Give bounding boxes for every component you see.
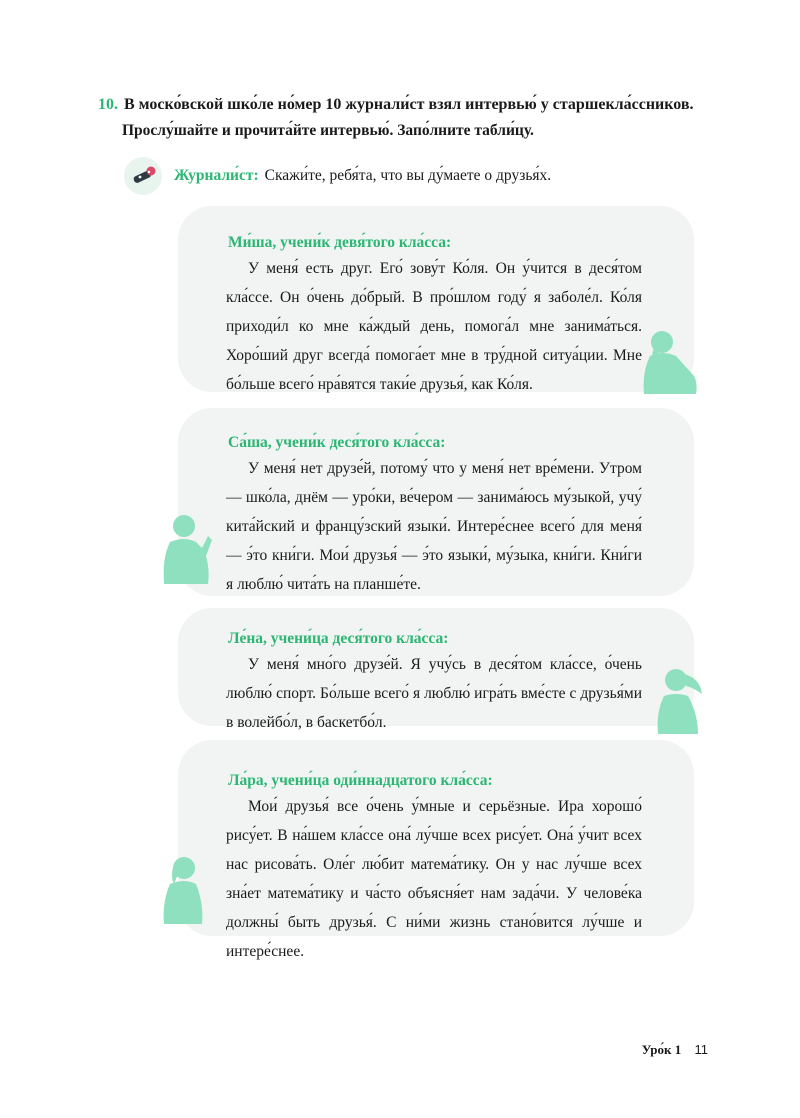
interview-card-lena — [178, 608, 694, 731]
task-instruction: Прослу́шайте и прочита́йте интервью́. Запо́лните табли́цу. — [122, 122, 534, 139]
lesson-label: Уро́к 1 — [641, 1042, 682, 1057]
speaker-text: У меня́ нет друзе́й, потому́ что у меня́ нет вре́мени. Утром — шко́ла, днём — уро́ки, ве́чером — занима́юсь му́зыкой, учу́ кита́йский и францу́зский языки́. Интере́снее всего́ для меня́ — э́то кни́ги. Мои́ друзья́ — э́то языки́, му́зыка, кни́ги. Кни́ги я люблю́ чита́ть на планше́те. — [226, 460, 642, 593]
speaker-text: Мои́ друзья́ все о́чень у́мные и серьёзные. Ира хорошо́ рису́ет. В на́шем кла́ссе она́ лу́чше всех рису́ет. Она́ у́чит всех нас рисова́ть. Оле́г лю́бит матема́тику. Он у нас лу́чше всех зна́ет матема́тику и ча́сто объясня́ет нам зада́чи. У челове́ка должны́ быть друзья́. С ни́ми жизнь стано́вится лу́чше и интере́снее. — [226, 798, 642, 960]
speaker-name: Ми́ша, учени́к девя́того кла́сса: — [228, 234, 452, 251]
interview-card-sasha — [178, 408, 694, 596]
task-title: В моско́вской шко́ле но́мер 10 журнали́ст взял интервью́ у старшекла́ссников. — [124, 96, 694, 113]
boy-silhouette-icon — [636, 326, 704, 394]
girl-silhouette-icon — [654, 664, 706, 734]
speaker-name: Ла́ра, учени́ца оди́ннадцатого кла́сса: — [228, 772, 493, 789]
interview-card-misha — [178, 206, 694, 392]
speaker-text: У меня́ есть друг. Его́ зову́т Ко́ля. Он у́чится в деся́том кла́ссе. Он о́чень до́брый. В про́шлом году́ я заболе́л. Ко́ля приходи́л ко мне ка́ждый день, помога́л мне занима́ться. Хоро́ший друг всегда́ помога́ет мне в тру́дной ситуа́ции. Мне бо́льше всего́ нра́вятся таки́е друзья́, как Ко́ля. — [226, 260, 642, 393]
microphone-icon — [124, 157, 162, 195]
boy-silhouette-icon — [162, 512, 214, 584]
task-heading — [98, 92, 738, 144]
task-number: 10. — [98, 96, 118, 113]
journalist-question — [124, 160, 744, 192]
journalist-text: Скажи́те, ребя́та, что вы ду́маете о друзья́х. — [264, 167, 552, 184]
speaker-name: Ле́на, учени́ца деся́того кла́сса: — [228, 630, 449, 647]
speaker-name: Са́ша, учени́к деся́того кла́сса: — [228, 434, 446, 451]
interview-card-lara — [178, 740, 694, 960]
girl-silhouette-icon — [162, 854, 208, 924]
journalist-label: Журнали́ст: — [174, 167, 259, 184]
page-number: 11 — [694, 1042, 708, 1057]
speaker-text: У меня́ мно́го друзе́й. Я учу́сь в деся́том кла́ссе, о́чень люблю́ спорт. Бо́льше всего́ я люблю́ игра́ть вме́сте с друзья́ми в волейбо́л, в баскетбо́л. — [226, 656, 642, 731]
page-footer — [642, 1042, 708, 1058]
